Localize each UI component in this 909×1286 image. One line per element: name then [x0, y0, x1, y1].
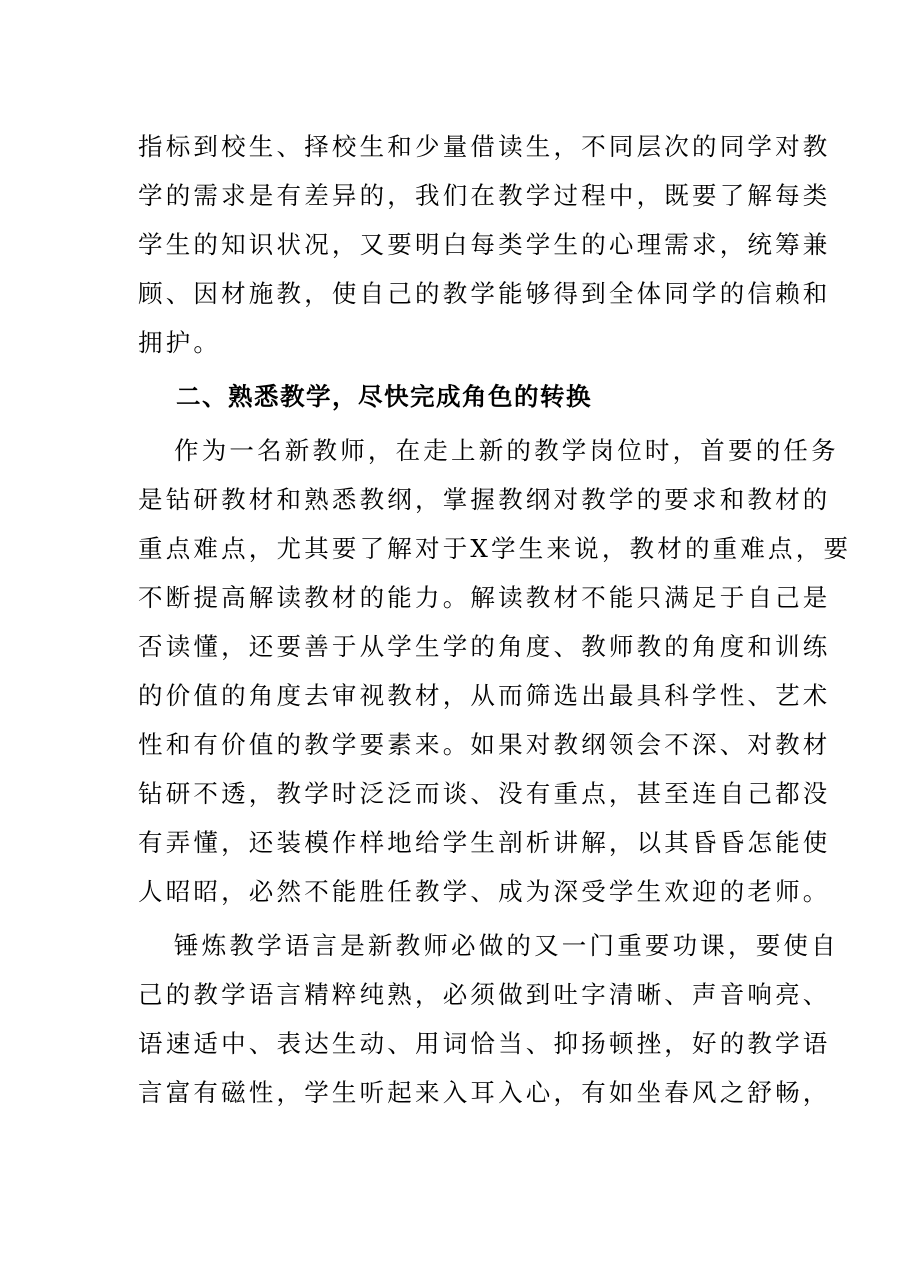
text-line: 是钻研教材和熟悉教纲，掌握教纲对教学的要求和教材的	[138, 485, 831, 514]
text-line: 的价值的角度去审视教材，从而筛选出最具科学性、艺术	[138, 681, 831, 710]
text-line: 重点难点，尤其要了解对于X学生来说，教材的重难点，要	[138, 534, 852, 563]
text-line: 否读懂，还要善于从学生学的角度、教师教的角度和训练	[138, 632, 831, 661]
text-line: 学的需求是有差异的，我们在教学过程中，既要了解每类	[138, 181, 831, 210]
text-line: 学生的知识状况，又要明白每类学生的心理需求，统筹兼	[138, 230, 831, 259]
paragraph-continued	[138, 122, 831, 367]
text-line: 有弄懂，还装模作样地给学生剖析讲解，以其昏昏怎能使	[138, 828, 831, 857]
text-line: 语速适中、表达生动、用词恰当、抑扬顿挫，好的教学语	[138, 1029, 831, 1058]
paragraph-textbook-study	[138, 426, 852, 916]
paragraph-teaching-language	[138, 921, 839, 1117]
text-line: 人昭昭，必然不能胜任教学、成为深受学生欢迎的老师。	[138, 877, 831, 906]
text-line: 指标到校生、择校生和少量借读生，不同层次的同学对教	[138, 132, 831, 161]
text-line: 言富有磁性，学生听起来入耳入心，有如坐春风之舒畅，	[138, 1078, 831, 1107]
text-line: 锤炼教学语言是新教师必做的又一门重要功课，要使自	[174, 931, 839, 960]
document-body	[138, 122, 852, 1117]
section-heading: 二、熟悉教学，尽快完成角色的转换	[176, 382, 592, 411]
text-line: 不断提高解读教材的能力。解读教材不能只满足于自己是	[138, 583, 831, 612]
text-line: 钻研不透，教学时泛泛而谈、没有重点，甚至连自己都没	[138, 779, 831, 808]
text-line: 性和有价值的教学要素来。如果对教纲领会不深、对教材	[138, 730, 831, 759]
text-line: 己的教学语言精粹纯熟，必须做到吐字清晰、声音响亮、	[138, 980, 831, 1009]
text-line: 拥护。	[138, 328, 222, 357]
text-line: 作为一名新教师，在走上新的教学岗位时，首要的任务	[174, 436, 839, 465]
text-line: 顾、因材施教，使自己的教学能够得到全体同学的信赖和	[138, 279, 831, 308]
